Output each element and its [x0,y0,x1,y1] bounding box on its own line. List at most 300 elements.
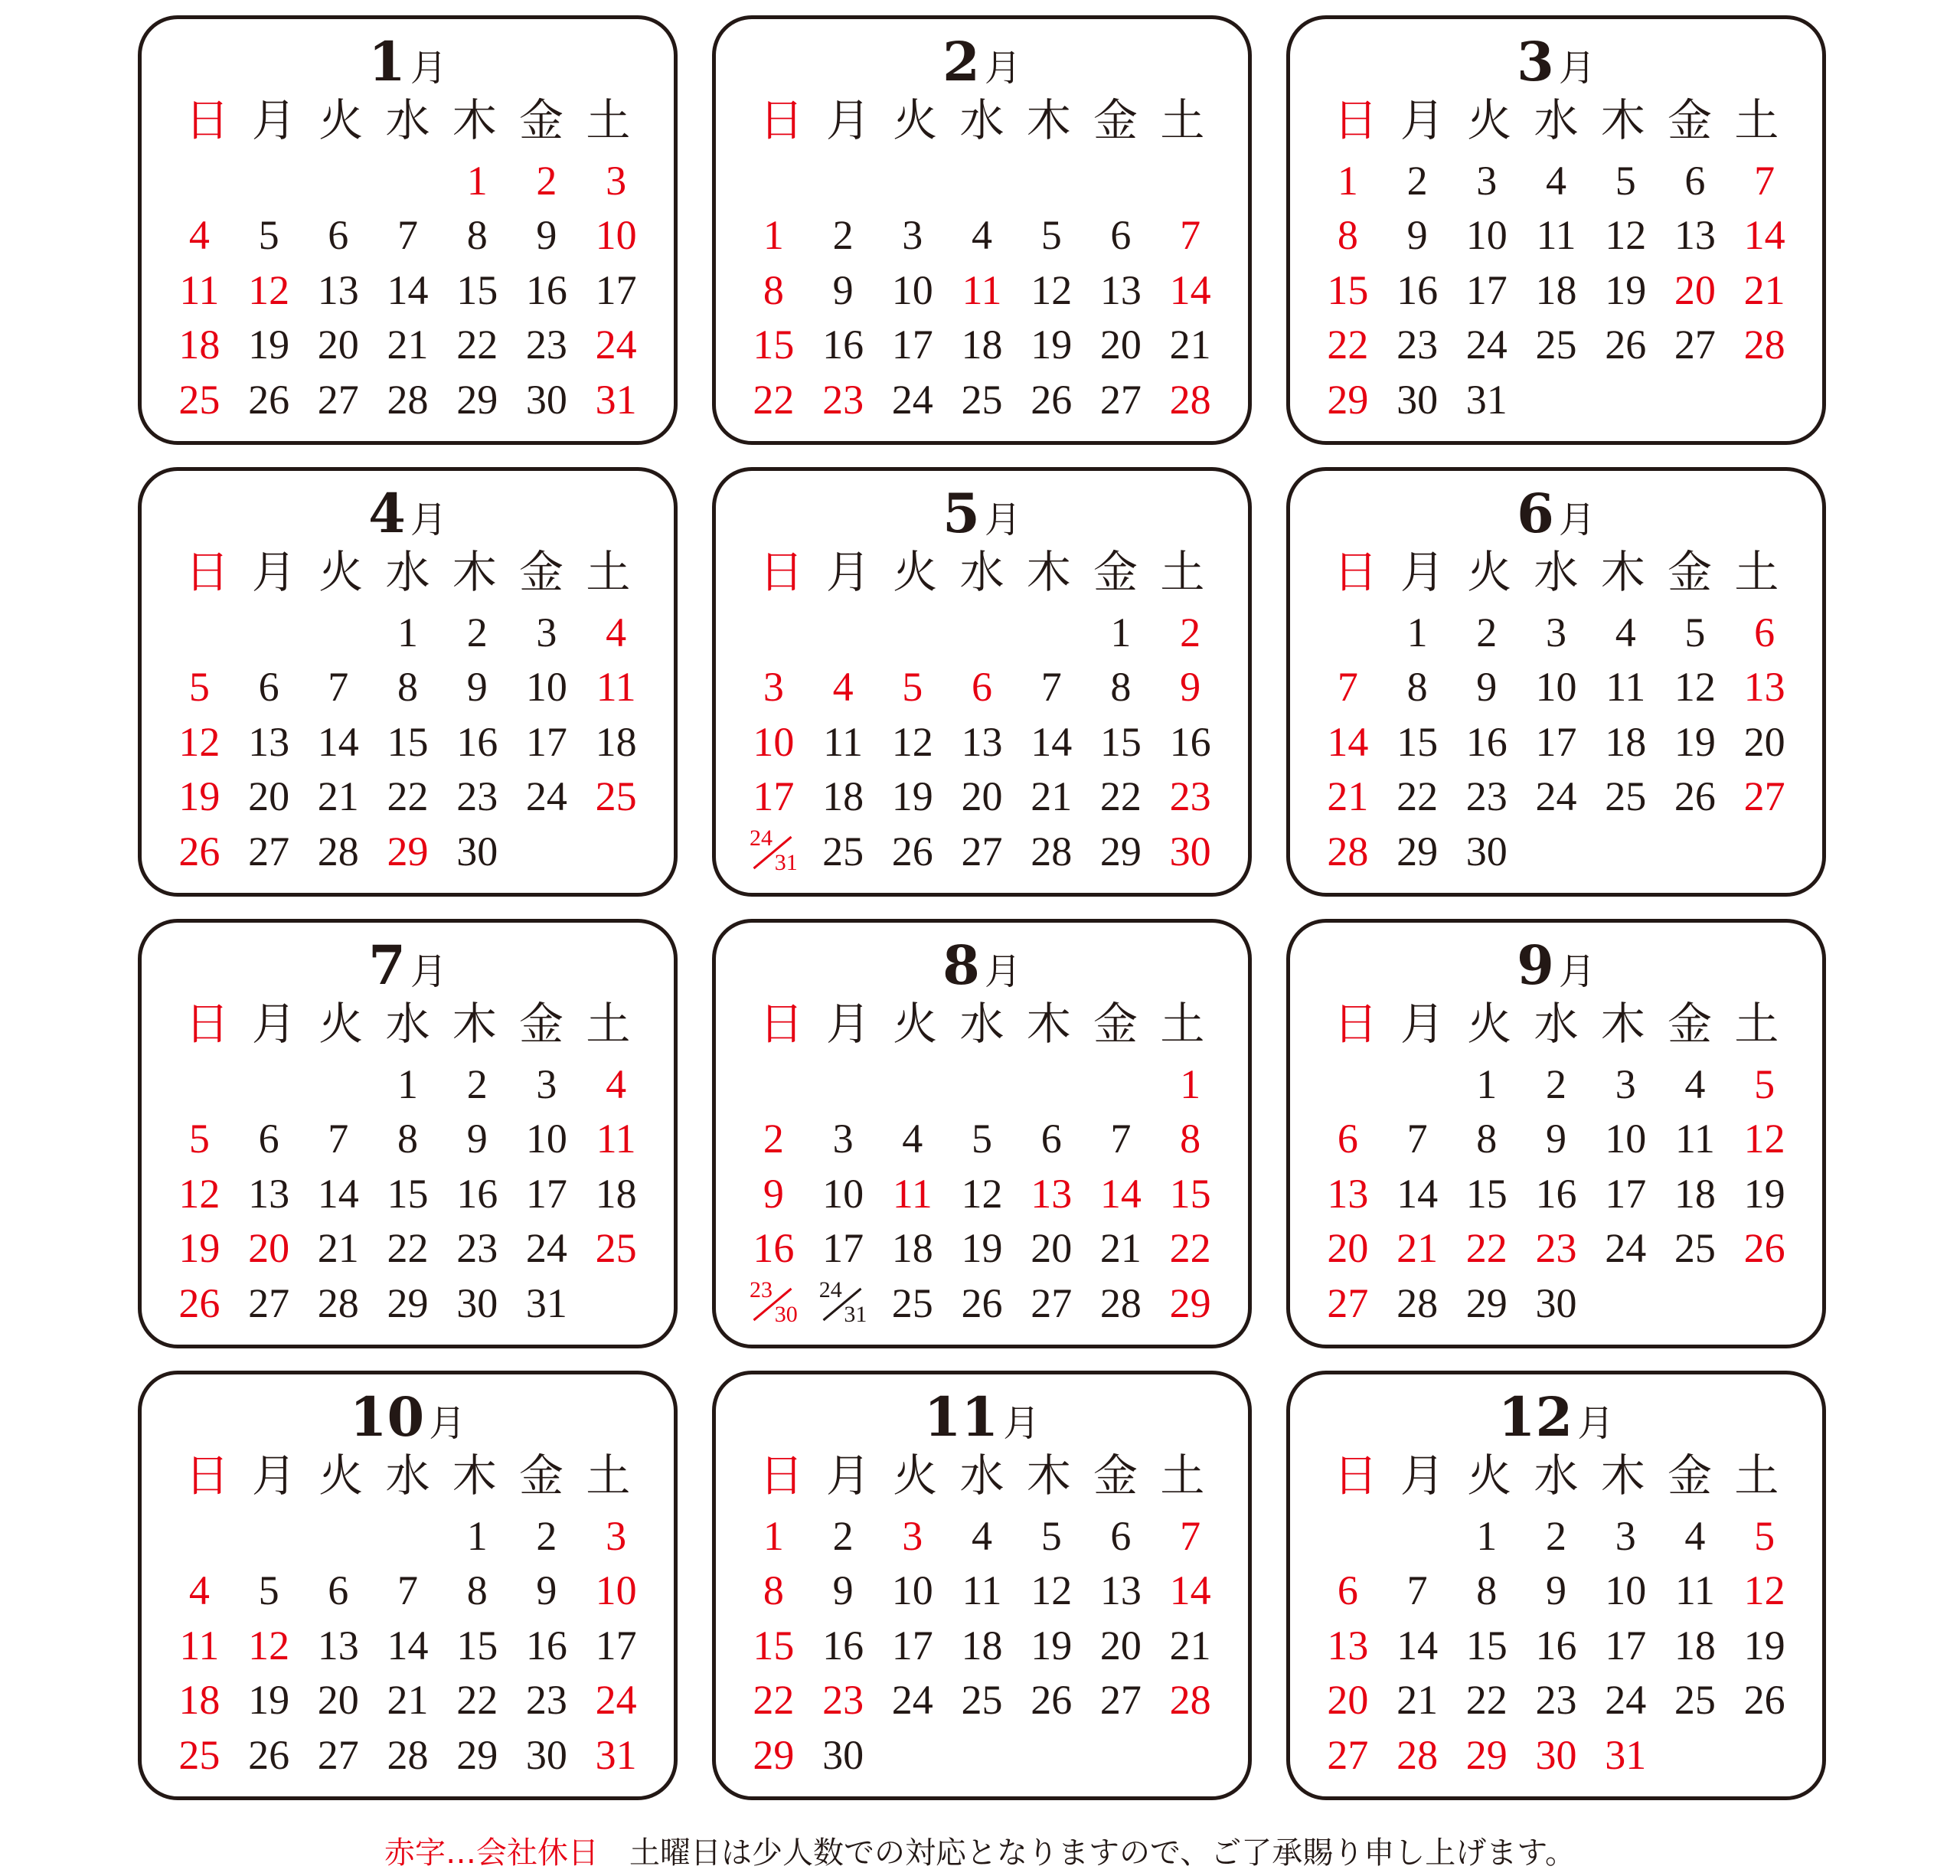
weekday-label: 水 [385,1449,430,1502]
weekday-header [1322,988,1790,1052]
day-cell: 18 [891,1225,933,1272]
weekday-label: 土 [586,998,631,1050]
day-cell: 16 [456,1170,498,1217]
day-cell: 16 [1465,718,1508,765]
weekday-label: 金 [1093,998,1138,1050]
month-7 [138,919,678,1348]
day-cell: 25 [1674,1677,1716,1724]
day-cell: 9 [1406,212,1428,259]
day-grid [739,605,1225,879]
month-unit: 月 [410,498,447,541]
day-cell: 28 [1099,1280,1142,1326]
weekday-label: 土 [1160,94,1205,146]
month-12 [1286,1371,1826,1800]
day-cell: 29 [1099,828,1142,874]
day-cell-holiday: 29 [753,1731,795,1778]
day-cell-holiday: 13 [1743,664,1785,711]
day-cell: 23 [525,322,567,368]
month-1 [138,15,678,445]
weekday-label: 金 [1093,94,1138,146]
day-cell: 15 [1396,718,1439,765]
day-cell: 23 [1535,1677,1577,1724]
weekday-label: 金 [1093,546,1138,598]
weekday-label: 水 [959,546,1004,598]
day-cell: 11 [823,718,864,765]
weekday-label: 日 [185,1449,230,1502]
empty-cell [1017,605,1086,660]
day-cell: 14 [1396,1170,1439,1217]
day-cell-holiday: 29 [1327,376,1369,423]
weekday-label: 月 [825,1449,871,1502]
day-cell-holiday: 26 [178,1280,220,1326]
month-number: 12 [1498,1385,1573,1449]
weekday-label: 日 [1333,546,1378,598]
weekday-label: 水 [385,546,430,598]
day-cell: 11 [1536,212,1576,259]
weekday-label: 木 [1600,546,1645,598]
day-cell-holiday: 22 [1327,322,1369,368]
month-8 [712,919,1252,1348]
day-cell-holiday: 31 [595,376,637,423]
day-cell: 20 [317,322,359,368]
empty-cell [303,605,373,660]
day-cell-holiday: 12 [1743,1116,1785,1162]
day-cell: 19 [1743,1170,1785,1217]
day-cell: 17 [525,718,567,765]
empty-cell [234,605,304,660]
weekday-label: 木 [1600,998,1645,1050]
day-grid [165,1508,651,1783]
day-cell: 6 [1110,212,1132,259]
empty-cell [947,1057,1017,1112]
day-cell-holiday: 9 [763,1170,784,1217]
day-cell: 17 [1605,1170,1647,1217]
day-cell: 20 [1031,1225,1073,1272]
day-cell: 19 [1674,718,1716,765]
weekday-label: 金 [1668,998,1713,1050]
month-6 [1286,467,1826,897]
day-cell: 12 [1674,664,1716,711]
day-cell-holiday: 8 [1180,1116,1201,1162]
day-cell-holiday: 11 [179,266,220,313]
empty-cell [1313,1057,1383,1112]
day-cell: 13 [1099,1567,1142,1614]
day-cell: 29 [387,1280,429,1326]
weekday-label: 月 [251,1449,296,1502]
weekday-label: 金 [1668,546,1713,598]
day-cell: 11 [1674,1567,1715,1614]
weekday-label: 水 [385,998,430,1050]
weekday-label: 月 [251,94,296,146]
day-cell: 18 [822,773,864,820]
weekday-label: 火 [318,94,364,146]
day-cell: 21 [387,322,429,368]
day-cell: 7 [1040,664,1062,711]
day-cell: 22 [387,1225,429,1272]
day-cell: 26 [1743,1677,1785,1724]
day-cell: 3 [536,609,557,655]
weekday-label: 火 [318,998,364,1050]
day-cell: 25 [1674,1225,1716,1272]
weekday-label: 水 [385,94,430,146]
weekday-label: 木 [1600,94,1645,146]
empty-cell [808,153,878,208]
day-cell-holiday: 4 [606,609,627,655]
empty-cell [303,1508,373,1564]
day-grid [739,153,1225,427]
footer-note [0,1829,1960,1872]
day-cell-holiday: 20 [248,1225,290,1272]
month-unit: 月 [1558,950,1596,993]
day-cell: 22 [1396,773,1439,820]
month-3 [1286,15,1826,445]
day-cell-holiday: 15 [1169,1170,1211,1217]
day-cell-holiday: 28 [1743,322,1785,368]
day-cell: 21 [1169,1622,1211,1668]
day-cell-holiday: 22 [753,1677,795,1724]
day-cell: 14 [317,718,359,765]
day-cell-holiday: 11 [179,1622,220,1668]
weekday-label: 火 [893,94,938,146]
day-cell-holiday: 20 [1674,266,1716,313]
empty-cell [808,1057,878,1112]
day-cell: 15 [387,1170,429,1217]
day-cell-holiday: 12 [248,266,290,313]
day-cell-holiday: 6 [1337,1567,1358,1614]
day-cell: 4 [1684,1061,1706,1107]
day-cell-holiday: 8 [763,1567,784,1614]
day-cell: 3 [1615,1061,1636,1107]
day-cell-holiday: 31 [595,1731,637,1778]
day-cell-holiday: 21 [1327,773,1369,820]
weekday-label: 土 [1734,94,1779,146]
weekday-label: 土 [586,94,631,146]
day-cell: 26 [1031,1677,1073,1724]
day-cell: 23 [456,1225,498,1272]
day-cell: 18 [961,322,1003,368]
day-cell-combined [808,1276,878,1331]
empty-cell [234,1057,304,1112]
weekday-label: 木 [452,94,497,146]
day-cell-holiday: 15 [753,322,795,368]
day-cell: 3 [1615,1512,1636,1559]
day-cell-holiday: 22 [1465,1225,1508,1272]
empty-cell [303,153,373,208]
day-cell-holiday: 4 [606,1061,627,1107]
day-number-upper: 24 [750,825,773,851]
day-cell: 12 [1031,266,1073,313]
day-cell: 12 [891,718,933,765]
empty-cell [739,605,808,660]
day-cell-holiday: 11 [962,266,1002,313]
day-cell: 23 [525,1677,567,1724]
day-cell: 30 [456,1280,498,1326]
day-cell-holiday: 28 [1169,1677,1211,1724]
day-cell-holiday: 11 [892,1170,933,1217]
day-cell: 1 [397,609,418,655]
weekday-label: 土 [1734,1449,1779,1502]
day-cell: 4 [1684,1512,1706,1559]
day-cell: 17 [595,1622,637,1668]
day-cell: 8 [466,1567,488,1614]
day-cell-holiday: 24 [595,1677,637,1724]
day-cell: 26 [248,1731,290,1778]
day-cell: 25 [1535,322,1577,368]
day-cell: 7 [1406,1116,1428,1162]
day-cell-holiday: 10 [595,1567,637,1614]
day-cell-holiday: 13 [1327,1622,1369,1668]
day-cell: 22 [456,322,498,368]
day-cell: 12 [1031,1567,1073,1614]
day-cell-holiday: 3 [606,1512,627,1559]
day-cell: 13 [248,1170,290,1217]
saturday-note: 土曜日は少人数での対応となりますので、ご了承賜り申し上げます。 [629,1835,1576,1871]
day-cell-holiday: 7 [1754,157,1775,204]
day-cell: 4 [971,212,992,259]
day-cell: 9 [536,1567,557,1614]
day-cell: 27 [1031,1280,1073,1326]
weekday-header [748,988,1216,1052]
day-cell: 26 [248,376,290,423]
day-cell: 30 [822,1731,864,1778]
day-cell-holiday: 3 [763,664,784,711]
day-cell: 29 [456,376,498,423]
day-cell: 9 [536,212,557,259]
day-cell: 24 [891,376,933,423]
weekday-label: 月 [251,998,296,1050]
day-cell: 19 [891,773,933,820]
day-cell: 6 [1040,1116,1062,1162]
day-cell-holiday: 31 [1605,1731,1647,1778]
day-cell: 19 [961,1225,1003,1272]
day-cell: 22 [1465,1677,1508,1724]
day-cell: 10 [891,1567,933,1614]
weekday-header [174,536,642,600]
day-cell-holiday: 29 [1169,1280,1211,1326]
weekday-label: 月 [1400,998,1445,1050]
month-unit: 月 [1577,1402,1615,1445]
weekday-label: 金 [519,998,564,1050]
empty-cell [1383,1508,1452,1564]
weekday-label: 日 [759,1449,804,1502]
weekday-label: 日 [185,546,230,598]
weekday-header [748,1440,1216,1504]
day-cell: 5 [971,1116,992,1162]
weekday-label: 月 [251,546,296,598]
day-cell: 27 [961,828,1003,874]
day-cell: 11 [962,1567,1002,1614]
day-cell: 2 [536,1512,557,1559]
day-cell-holiday: 1 [763,212,784,259]
day-cell-combined [739,824,808,879]
day-cell: 21 [317,773,359,820]
day-cell: 15 [387,718,429,765]
day-cell: 9 [1545,1567,1566,1614]
day-cell: 19 [1031,322,1073,368]
day-cell-holiday: 6 [1754,609,1775,655]
day-cell-holiday: 9 [1180,664,1201,711]
empty-cell [877,1057,947,1112]
day-cell-holiday: 18 [178,322,220,368]
month-number: 11 [923,1385,999,1449]
month-number: 1 [368,30,406,93]
day-cell: 1 [397,1061,418,1107]
day-cell: 18 [1605,718,1647,765]
day-cell: 8 [1406,664,1428,711]
day-cell: 23 [1465,773,1508,820]
empty-cell [303,1057,373,1112]
day-cell-holiday: 7 [1337,664,1358,711]
month-unit: 月 [1558,498,1596,541]
day-cell: 8 [397,1116,418,1162]
day-cell: 14 [387,266,429,313]
day-cell: 2 [1476,609,1498,655]
day-cell: 7 [1110,1116,1132,1162]
day-cell: 9 [466,664,488,711]
day-cell-holiday: 5 [902,664,923,711]
day-cell-holiday: 24 [595,322,637,368]
month-unit: 月 [984,498,1021,541]
day-cell: 18 [595,718,637,765]
day-cell: 26 [891,828,933,874]
empty-cell [234,1508,304,1564]
day-cell-holiday: 10 [595,212,637,259]
month-number: 10 [349,1385,425,1449]
day-cell: 15 [1465,1170,1508,1217]
weekday-label: 火 [893,546,938,598]
weekday-label: 木 [1026,1449,1071,1502]
day-cell: 3 [1545,609,1566,655]
weekday-label: 金 [1668,94,1713,146]
day-cell: 15 [456,266,498,313]
day-cell: 16 [1535,1622,1577,1668]
day-cell: 2 [1406,157,1428,204]
day-cell: 23 [1396,322,1439,368]
weekday-label: 金 [519,1449,564,1502]
day-cell: 30 [525,376,567,423]
day-cell: 17 [822,1225,864,1272]
day-cell: 9 [832,266,854,313]
day-cell: 5 [1684,609,1706,655]
day-cell: 4 [902,1116,923,1162]
day-cell: 2 [466,609,488,655]
day-cell: 13 [317,1622,359,1668]
weekday-header [1322,1440,1790,1504]
day-cell: 28 [1396,1280,1439,1326]
weekday-label: 日 [759,94,804,146]
day-cell: 27 [317,1731,359,1778]
day-cell: 7 [328,664,349,711]
day-cell: 5 [1615,157,1636,204]
day-cell: 28 [317,828,359,874]
day-cell-holiday: 2 [1180,609,1201,655]
day-cell: 16 [1535,1170,1577,1217]
day-cell: 15 [456,1622,498,1668]
day-cell: 21 [1169,322,1211,368]
weekday-label: 火 [1467,998,1512,1050]
empty-cell [947,153,1017,208]
day-cell: 6 [1110,1512,1132,1559]
day-number-lower: 30 [774,1301,798,1327]
day-cell-holiday: 28 [1396,1731,1439,1778]
day-cell: 15 [1465,1622,1508,1668]
weekday-label: 火 [1467,546,1512,598]
day-cell-holiday: 1 [1337,157,1358,204]
weekday-label: 木 [452,998,497,1050]
day-cell: 22 [1099,773,1142,820]
day-cell: 10 [891,266,933,313]
empty-cell [1017,153,1086,208]
month-number: 5 [942,482,980,545]
day-cell: 9 [832,1567,854,1614]
empty-cell [1086,153,1156,208]
day-cell: 1 [1476,1061,1498,1107]
day-cell-holiday: 25 [595,773,637,820]
day-cell: 18 [961,1622,1003,1668]
weekday-label: 火 [893,1449,938,1502]
weekday-label: 火 [893,998,938,1050]
day-cell: 17 [1535,718,1577,765]
day-cell: 19 [248,322,290,368]
weekday-label: 木 [1600,1449,1645,1502]
month-4 [138,467,678,897]
day-cell: 3 [832,1116,854,1162]
day-cell: 16 [1396,266,1439,313]
month-number: 4 [368,482,406,545]
weekday-label: 木 [1026,94,1071,146]
day-cell: 19 [1031,1622,1073,1668]
day-cell-holiday: 11 [596,664,636,711]
day-cell: 7 [397,212,418,259]
day-cell: 7 [397,1567,418,1614]
day-cell-holiday: 5 [1754,1512,1775,1559]
day-cell: 30 [1535,1280,1577,1326]
day-cell-holiday: 13 [1031,1170,1073,1217]
day-grid [165,153,651,427]
day-cell-holiday: 14 [1327,718,1369,765]
month-unit: 月 [984,950,1021,993]
day-cell: 16 [525,266,567,313]
empty-cell [234,153,304,208]
weekday-label: 月 [1400,546,1445,598]
weekday-label: 水 [1534,546,1579,598]
day-cell: 13 [1099,266,1142,313]
day-cell: 27 [1674,322,1716,368]
day-cell: 17 [595,266,637,313]
day-cell: 6 [328,1567,349,1614]
day-cell: 27 [1099,376,1142,423]
weekday-label: 金 [519,546,564,598]
month-number: 9 [1517,933,1554,997]
day-cell: 29 [456,1731,498,1778]
day-cell: 25 [822,828,864,874]
day-cell: 29 [1396,828,1439,874]
day-cell: 10 [1465,212,1508,259]
day-cell: 4 [971,1512,992,1559]
weekday-header [174,988,642,1052]
day-cell-holiday: 19 [178,773,220,820]
weekday-label: 日 [759,546,804,598]
weekday-label: 土 [1160,1449,1205,1502]
holiday-legend: 赤字…会社休日 [384,1835,599,1871]
day-cell: 2 [1545,1061,1566,1107]
empty-cell [1313,1508,1383,1564]
day-cell: 10 [1535,664,1577,711]
day-cell: 6 [258,664,279,711]
day-cell-holiday: 21 [1743,266,1785,313]
weekday-label: 水 [959,1449,1004,1502]
weekday-label: 水 [1534,998,1579,1050]
